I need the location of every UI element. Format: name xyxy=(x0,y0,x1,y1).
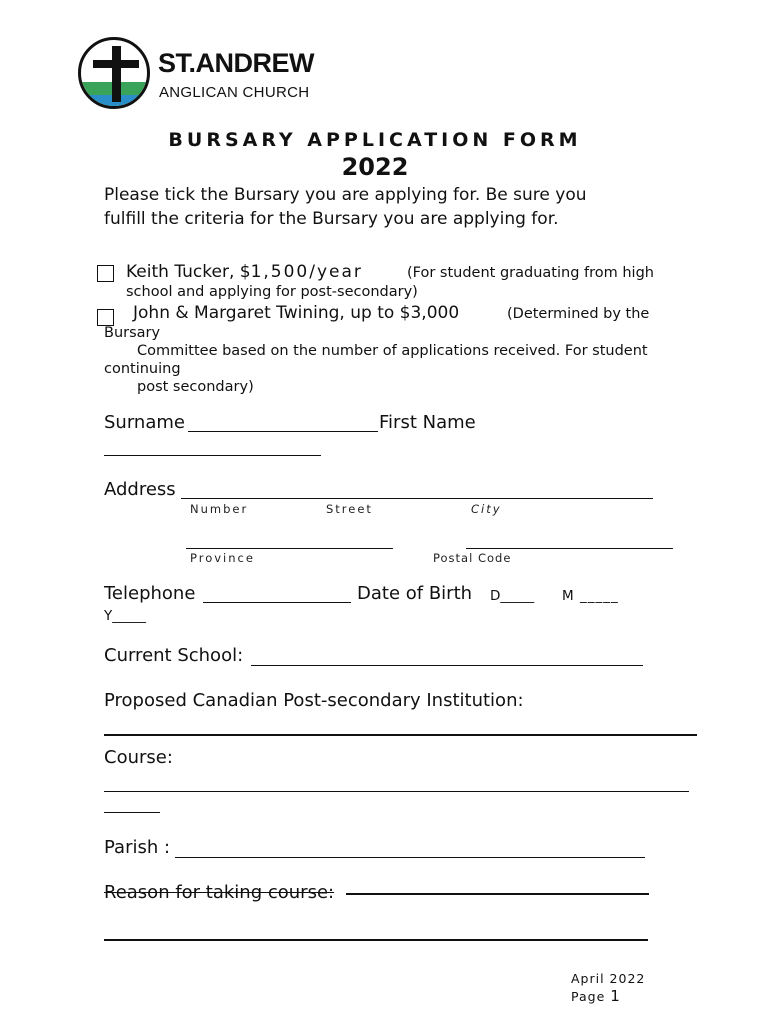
current-school-input[interactable] xyxy=(251,665,643,666)
course-label: Course: xyxy=(104,747,173,768)
cross-icon-bar xyxy=(93,60,139,68)
form-title: BURSARY APPLICATION FORM xyxy=(168,129,582,151)
bursary-option-twining-note-2: Bursary xyxy=(104,325,161,341)
address-label: Address xyxy=(104,479,176,500)
postal-code-label: Postal Code xyxy=(433,551,512,565)
bursary-checkbox-twining[interactable] xyxy=(97,309,114,326)
reason-input-continued[interactable] xyxy=(104,939,648,941)
parish-label: Parish : xyxy=(104,837,171,858)
bursary-option-tucker-note-2: school and applying for post-secondary) xyxy=(126,284,418,300)
current-school-label: Current School: xyxy=(104,645,244,666)
dob-month-input[interactable]: M _____ xyxy=(562,588,619,604)
telephone-input[interactable] xyxy=(203,602,351,603)
footer-page-label: Page xyxy=(571,989,606,1004)
dob-label: Date of Birth xyxy=(357,583,473,604)
dob-year-input[interactable]: Y_____ xyxy=(104,608,146,624)
bursary-option-tucker-note: (For student graduating from high xyxy=(407,265,654,281)
first-name-label: First Name xyxy=(379,412,476,433)
course-input-continued[interactable] xyxy=(104,812,160,813)
cross-icon xyxy=(112,46,121,102)
province-label: Province xyxy=(190,551,255,565)
course-input[interactable] xyxy=(104,791,689,792)
address-input[interactable] xyxy=(181,498,653,499)
bursary-option-twining: John & Margaret Twining, up to $3,000 xyxy=(133,303,460,323)
logo-name: ST.ANDREW xyxy=(158,48,314,78)
footer-date: April 2022 xyxy=(571,971,646,986)
surname-input[interactable] xyxy=(188,431,378,432)
reason-label: Reason for taking course: xyxy=(104,882,335,903)
bursary-option-twining-note-4: continuing xyxy=(104,361,181,377)
bursary-option-twining-note: (Determined by the xyxy=(507,306,650,322)
form-intro: Please tick the Bursary you are applying for. Be sure you fulfill the criteria for the Bursary you are applying for. xyxy=(104,185,587,229)
first-name-input[interactable] xyxy=(104,455,321,456)
bursary-option-tucker xyxy=(126,262,363,282)
address-city-label: City xyxy=(471,502,502,516)
province-input[interactable] xyxy=(186,548,393,549)
reason-input[interactable] xyxy=(346,893,649,895)
church-logo xyxy=(78,37,150,109)
institution-input[interactable] xyxy=(104,734,697,736)
surname-label: Surname xyxy=(104,412,185,433)
form-year: 2022 xyxy=(341,153,409,181)
bursary-option-twining-note-5: post secondary) xyxy=(137,379,254,395)
logo-subtitle: ANGLICAN CHURCH xyxy=(159,84,310,101)
telephone-label: Telephone xyxy=(104,583,196,604)
institution-label: Proposed Canadian Post-secondary Institution: xyxy=(104,690,524,711)
bursary-checkbox-tucker[interactable] xyxy=(97,265,114,282)
dob-day-input[interactable]: D_____ xyxy=(490,588,535,604)
footer-page xyxy=(571,987,621,1005)
bursary-option-tucker-amount: 1,500/year xyxy=(250,262,363,282)
bursary-option-twining-note-3: Committee based on the number of applications received. For student xyxy=(137,343,648,359)
footer-page-number: 1 xyxy=(610,987,621,1005)
postal-code-input[interactable] xyxy=(466,548,673,549)
bursary-option-tucker-prefix: Keith Tucker, $ xyxy=(126,262,251,282)
address-street-label: Street xyxy=(326,502,373,516)
address-number-label: Number xyxy=(190,502,249,516)
parish-input[interactable] xyxy=(175,857,645,858)
